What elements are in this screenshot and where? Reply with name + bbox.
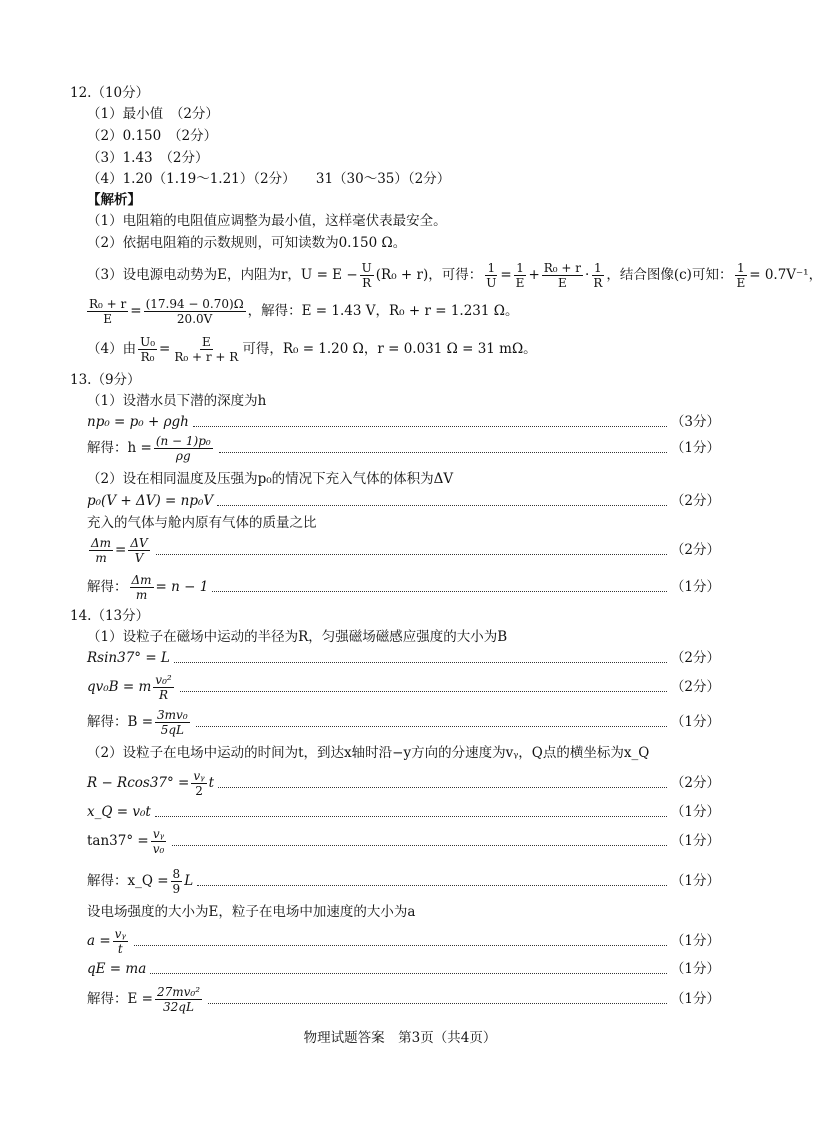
q13-line-1: （1）设潜水员下潜的深度为h: [87, 393, 267, 409]
fraction: $\frac{8}{9}$: [172, 866, 181, 896]
fraction: $\frac{\Delta m}{m}$: [131, 572, 152, 602]
q13-eq-1: np₀ = p₀ + ρgh （3分）: [87, 414, 720, 430]
fraction: $\frac{\text{vᵧ}}{t}$: [114, 926, 126, 956]
q14-eq-10: 解得：E = $\frac{\text{27mv₀²}}{32qL}$ （1分）: [87, 984, 720, 1014]
q13-eq-2: 解得：h = $\frac{\text{(n − 1)p₀}}{\rho g}$ （1分）: [87, 433, 720, 463]
fraction: $\frac{\text{vᵧ}}{2}$: [193, 768, 205, 798]
fraction: $\frac{\text{v₀²}}{R}$: [155, 672, 172, 702]
q13-header: 13.（9分）: [70, 372, 141, 388]
fraction: $\frac{\text{U₀}}{\text{R₀}}$: [140, 334, 156, 364]
q14-eq-3: 解得：B = $\frac{\text{3mv₀}}{5qL}$ （1分）: [87, 707, 720, 737]
q13-eq-4: $\frac{\Delta m}{m}$ = $\frac{\Delta V}{V}$ （2分）: [91, 535, 720, 565]
q13-line-3: 充入的气体与舱内原有气体的质量之比: [87, 515, 317, 531]
q12-answer-3: （3）1.43 （2分）: [87, 150, 209, 166]
q14-eq-4: R − Rcos37° = $\frac{\text{vᵧ}}{2}$ t （2分）: [87, 768, 720, 798]
q14-eq-2: qv₀B = m $\frac{\text{v₀²}}{R}$ （2分）: [87, 672, 720, 702]
q12-answer-4: （4）1.20（1.19～1.21）（2分） 31（30～35）（2分）: [87, 171, 451, 187]
q12-explain-2: （2）依据电阻箱的示数规则，可知读数为0.150 Ω。: [87, 235, 407, 251]
fraction: $\frac{(17.94 - 0.70)\Omega}{20.0V}$: [145, 296, 244, 326]
q14-eq-1: Rsin37° = L （2分）: [87, 650, 720, 666]
q13-eq-3: p₀(V + ΔV) = np₀V （2分）: [87, 493, 720, 509]
q14-line-3: 设电场强度的大小为E，粒子在电场中加速度的大小为a: [87, 904, 416, 920]
fraction: $\frac{U}{R}$: [361, 260, 372, 290]
q12-answer-2: （2）0.150 （2分）: [87, 128, 218, 144]
fraction: $\frac{\text{vᵧ}}{\text{v₀}}$: [152, 826, 165, 856]
fraction: $\frac{1}{U}$: [486, 260, 497, 290]
q14-line-1: （1）设粒子在磁场中运动的半径为R，匀强磁场磁感应强度的大小为B: [87, 629, 508, 645]
page-footer: 物理试题答案 第3页（共4页）: [303, 1030, 497, 1046]
q12-explain-4: （4）由 $\frac{\text{U₀}}{\text{R₀}}$ = $\frac{E}{\text{R₀ + r + R}}$ 可得，R₀ = 1.20 Ω，r = 0.031 Ω = 31 mΩ。: [87, 334, 537, 364]
q14-eq-6: tan37° = $\frac{\text{vᵧ}}{\text{v₀}}$ （1分）: [87, 826, 720, 856]
q14-header: 14.（13分）: [70, 608, 150, 624]
fraction: $\frac{1}{E}$: [515, 260, 525, 290]
q12-answer-1: （1）最小值 （2分）: [87, 106, 219, 122]
fraction: $\frac{\text{3mv₀}}{5qL}$: [157, 707, 188, 737]
q13-eq-5: 解得： $\frac{\Delta m}{m}$ = n − 1 （1分）: [87, 572, 720, 602]
q12-header: 12.（10分）: [70, 85, 150, 101]
fraction: $\frac{E}{\text{R₀ + r + R}}$: [174, 334, 239, 364]
fraction: $\frac{\Delta V}{V}$: [130, 535, 148, 565]
q12-explain-3: （3）设电源电动势为E，内阻为r，U = E − $\frac{U}{R}$ (R₀ + r)，可得： $\frac{1}{U}$ = $\frac{1}{E}$ + $\frac{\text{R₀ + r}}{E}$ · $\frac{1}{R}$ ，结合图像(c)可知： $\frac{1}{E}$ = 0.7V⁻¹，: [87, 260, 822, 290]
q12-explain-3b: $\frac{\text{R₀ + r}}{E}$ = $\frac{(17.94 - 0.70)\Omega}{20.0V}$ ，解得：E = 1.43 V，R₀ + r = 1.231 Ω。: [89, 296, 519, 326]
q14-eq-7: 解得：x_Q = $\frac{8}{9}$ L （1分）: [87, 866, 720, 896]
fraction: $\frac{\text{R₀ + r}}{E}$: [89, 296, 127, 326]
fraction: $\frac{1}{R}$: [593, 260, 603, 290]
fraction: $\frac{\text{(n − 1)p₀}}{\rho g}$: [155, 433, 211, 463]
fraction: $\frac{1}{E}$: [736, 260, 746, 290]
fraction: $\frac{\Delta m}{m}$: [91, 535, 112, 565]
q13-line-2: （2）设在相同温度及压强为p₀的情况下充入气体的体积为ΔV: [87, 471, 454, 487]
fraction: $\frac{\text{27mv₀²}}{32qL}$: [156, 984, 201, 1014]
q12-explain-1: （1）电阻箱的电阻值应调整为最小值，这样毫伏表最安全。: [87, 213, 447, 229]
fraction: $\frac{\text{R₀ + r}}{E}$: [543, 260, 582, 290]
q12-analysis-heading: 【解析】: [87, 192, 141, 208]
q14-line-2: （2）设粒子在电场中运动的时间为t，到达x轴时沿−y方向的分速度为vᵧ，Q点的横坐标为x_Q: [87, 745, 650, 761]
q14-eq-5: x_Q = v₀t （1分）: [87, 804, 720, 820]
q14-eq-9: qE = ma （1分）: [87, 961, 720, 977]
q14-eq-8: a = $\frac{\text{vᵧ}}{t}$ （1分）: [87, 926, 720, 956]
